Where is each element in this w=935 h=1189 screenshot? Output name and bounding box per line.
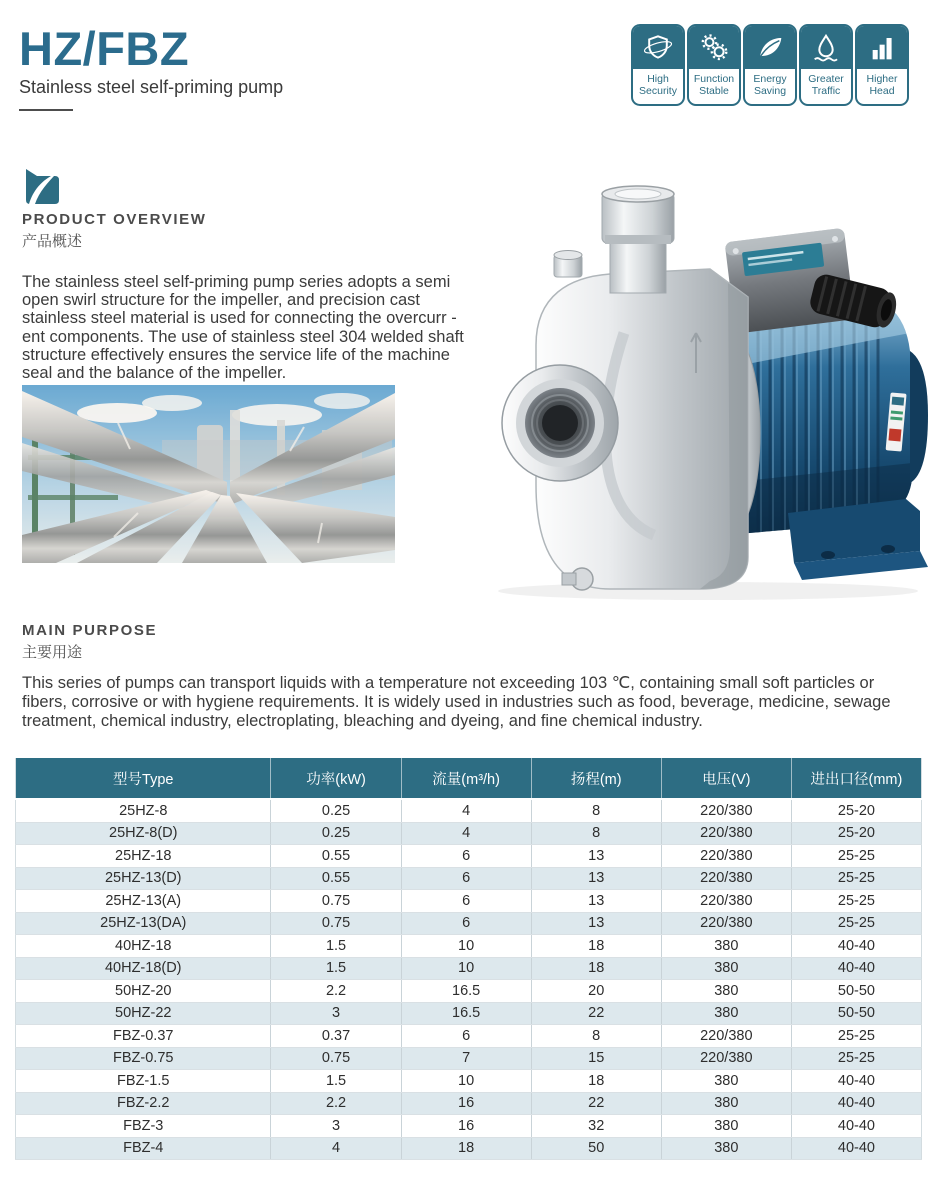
- table-row: [16, 912, 922, 935]
- table-cell: 4: [271, 1137, 401, 1160]
- table-row: [16, 799, 922, 822]
- table-row: [16, 822, 922, 845]
- table-cell: 8: [531, 799, 661, 822]
- table-row: [16, 1115, 922, 1138]
- table-cell: 16: [401, 1092, 531, 1115]
- table-row: [16, 1025, 922, 1048]
- table-cell: 25-25: [791, 1025, 921, 1048]
- purpose-body-text: This series of pumps can transport liquids with a temperature not exceeding 103 ℃, containing small soft particles or fibers, corrosive or with hygiene requirements. It is widely used in industries such as food, beverage, medicine, sewage treatment, chemical industry, electroplating, bleaching and dyeing, and fine chemical industry.: [22, 674, 891, 730]
- table-row: [16, 890, 922, 913]
- column-header: 电压(V): [661, 758, 791, 799]
- table-cell: 15: [531, 1047, 661, 1070]
- table-row: [16, 935, 922, 958]
- table-cell: 18: [531, 935, 661, 958]
- table-cell: 3: [271, 1002, 401, 1025]
- overview-title: PRODUCT OVERVIEW: [22, 211, 207, 228]
- table-cell: 2.2: [271, 980, 401, 1003]
- droplet-icon: [801, 26, 851, 69]
- table-cell: 380: [661, 1137, 791, 1160]
- table-cell: 380: [661, 1092, 791, 1115]
- table-cell: 3: [271, 1115, 401, 1138]
- table-cell: 18: [401, 1137, 531, 1160]
- spec-table: [15, 758, 922, 1160]
- badge-label: High Security: [639, 72, 677, 97]
- overview-title-zh: 产品概述: [22, 233, 83, 250]
- badge-energy-saving: [743, 24, 797, 106]
- table-cell: 6: [401, 867, 531, 890]
- page-title: HZ/FBZ: [19, 22, 190, 75]
- table-row: [16, 1070, 922, 1093]
- spec-table-wrap: [15, 758, 922, 1160]
- table-cell: 220/380: [661, 1025, 791, 1048]
- table-cell: 22: [531, 1092, 661, 1115]
- table-cell: 40-40: [791, 935, 921, 958]
- table-cell: 25HZ-8: [16, 799, 271, 822]
- spec-table-body: [16, 799, 922, 1160]
- table-cell: 4: [401, 822, 531, 845]
- industrial-pipes-photo: [22, 385, 395, 563]
- purpose-title-zh: 主要用途: [22, 644, 83, 661]
- table-cell: 25-25: [791, 867, 921, 890]
- table-cell: 8: [531, 1025, 661, 1048]
- overview-body-text: The stainless steel self-priming pump series adopts a semi open swirl structure for the impeller, and precision cast stainless steel material is used for connecting the overcurr -ent components. The use of stainless steel 304 welded shaft structure effectively ensures the service life of the machine seal and the balance of the impeller.: [22, 273, 464, 383]
- table-cell: 18: [531, 1070, 661, 1093]
- table-cell: 1.5: [271, 957, 401, 980]
- table-cell: 13: [531, 845, 661, 868]
- table-cell: 50HZ-22: [16, 1002, 271, 1025]
- table-cell: 380: [661, 980, 791, 1003]
- table-row: [16, 957, 922, 980]
- table-cell: 13: [531, 890, 661, 913]
- table-cell: 13: [531, 912, 661, 935]
- table-cell: 6: [401, 890, 531, 913]
- subtitle-rule: [19, 109, 73, 111]
- table-cell: FBZ-2.2: [16, 1092, 271, 1115]
- table-cell: 10: [401, 1070, 531, 1093]
- table-cell: 50-50: [791, 1002, 921, 1025]
- column-header: 进出口径(mm): [791, 758, 921, 799]
- table-cell: 380: [661, 957, 791, 980]
- table-cell: 25HZ-18: [16, 845, 271, 868]
- brand-block: [19, 24, 283, 111]
- column-header: 功率(kW): [271, 758, 401, 799]
- table-row: [16, 867, 922, 890]
- table-cell: 20: [531, 980, 661, 1003]
- table-cell: 6: [401, 1025, 531, 1048]
- table-cell: 7: [401, 1047, 531, 1070]
- overview-section: [22, 167, 477, 382]
- table-cell: 1.5: [271, 1070, 401, 1093]
- table-cell: FBZ-4: [16, 1137, 271, 1160]
- gears-icon: [689, 26, 739, 69]
- table-cell: 40-40: [791, 1115, 921, 1138]
- table-cell: 0.75: [271, 890, 401, 913]
- table-row: [16, 1137, 922, 1160]
- badge-label: Greater Traffic: [808, 72, 844, 97]
- table-cell: 40-40: [791, 957, 921, 980]
- table-cell: 40-40: [791, 1137, 921, 1160]
- page-subtitle: Stainless steel self-priming pump: [19, 77, 284, 98]
- table-cell: 13: [531, 867, 661, 890]
- purpose-title: MAIN PURPOSE: [22, 622, 158, 639]
- table-cell: 0.55: [271, 845, 401, 868]
- badge-function-stable: [687, 24, 741, 106]
- table-cell: 10: [401, 957, 531, 980]
- table-cell: 16.5: [401, 1002, 531, 1025]
- table-cell: 25-25: [791, 890, 921, 913]
- table-row: [16, 1092, 922, 1115]
- table-cell: 0.37: [271, 1025, 401, 1048]
- table-cell: 0.75: [271, 1047, 401, 1070]
- brand-logo-icon: [22, 167, 62, 207]
- table-cell: 16: [401, 1115, 531, 1138]
- table-cell: 6: [401, 845, 531, 868]
- table-cell: 50HZ-20: [16, 980, 271, 1003]
- table-cell: 25-20: [791, 822, 921, 845]
- shield-icon: [633, 26, 683, 69]
- table-cell: 220/380: [661, 822, 791, 845]
- badge-label: Higher Head: [866, 72, 898, 97]
- table-cell: 4: [401, 799, 531, 822]
- feature-badges: [631, 24, 909, 106]
- table-cell: 25-25: [791, 912, 921, 935]
- leaf-icon: [745, 26, 795, 69]
- table-cell: 0.25: [271, 822, 401, 845]
- table-cell: 220/380: [661, 867, 791, 890]
- table-cell: 380: [661, 1002, 791, 1025]
- overview-heading-block: [22, 167, 477, 251]
- table-cell: 220/380: [661, 845, 791, 868]
- table-cell: 50-50: [791, 980, 921, 1003]
- purpose-section: [22, 622, 922, 731]
- badge-label: Function Stable: [693, 72, 735, 97]
- table-cell: 380: [661, 1115, 791, 1138]
- table-cell: 18: [531, 957, 661, 980]
- badge-label: Energy Saving: [753, 72, 787, 97]
- table-cell: 40-40: [791, 1092, 921, 1115]
- bar-chart-icon: [857, 26, 907, 69]
- table-cell: 220/380: [661, 1047, 791, 1070]
- table-cell: FBZ-0.37: [16, 1025, 271, 1048]
- table-cell: 0.55: [271, 867, 401, 890]
- table-cell: FBZ-1.5: [16, 1070, 271, 1093]
- table-cell: 25-20: [791, 799, 921, 822]
- table-cell: 0.25: [271, 799, 401, 822]
- table-row: [16, 1047, 922, 1070]
- table-cell: 40HZ-18: [16, 935, 271, 958]
- table-cell: 380: [661, 1070, 791, 1093]
- badge-higher-head: [855, 24, 909, 106]
- table-row: [16, 1002, 922, 1025]
- table-cell: 8: [531, 822, 661, 845]
- column-header: 流量(m³/h): [401, 758, 531, 799]
- table-cell: 25HZ-8(D): [16, 822, 271, 845]
- table-cell: 50: [531, 1137, 661, 1160]
- table-row: [16, 980, 922, 1003]
- table-cell: 220/380: [661, 799, 791, 822]
- table-cell: 2.2: [271, 1092, 401, 1115]
- table-cell: 25-25: [791, 845, 921, 868]
- table-cell: 380: [661, 935, 791, 958]
- spec-table-header-row: [16, 758, 922, 799]
- table-cell: 16.5: [401, 980, 531, 1003]
- table-cell: 10: [401, 935, 531, 958]
- table-cell: 40HZ-18(D): [16, 957, 271, 980]
- column-header: 型号Type: [16, 758, 271, 799]
- badge-greater-traffic: [799, 24, 853, 106]
- table-cell: 40-40: [791, 1070, 921, 1093]
- table-cell: 1.5: [271, 935, 401, 958]
- table-cell: 0.75: [271, 912, 401, 935]
- purpose-heading-block: [22, 622, 922, 662]
- table-cell: 25HZ-13(D): [16, 867, 271, 890]
- table-cell: 25-25: [791, 1047, 921, 1070]
- table-cell: 32: [531, 1115, 661, 1138]
- table-cell: 22: [531, 1002, 661, 1025]
- table-cell: 220/380: [661, 890, 791, 913]
- table-cell: 25HZ-13(DA): [16, 912, 271, 935]
- column-header: 扬程(m): [531, 758, 661, 799]
- table-cell: FBZ-0.75: [16, 1047, 271, 1070]
- table-cell: FBZ-3: [16, 1115, 271, 1138]
- pump-product-photo: [458, 183, 935, 603]
- table-row: [16, 845, 922, 868]
- badge-high-security: [631, 24, 685, 106]
- table-cell: 25HZ-13(A): [16, 890, 271, 913]
- table-cell: 6: [401, 912, 531, 935]
- table-cell: 220/380: [661, 912, 791, 935]
